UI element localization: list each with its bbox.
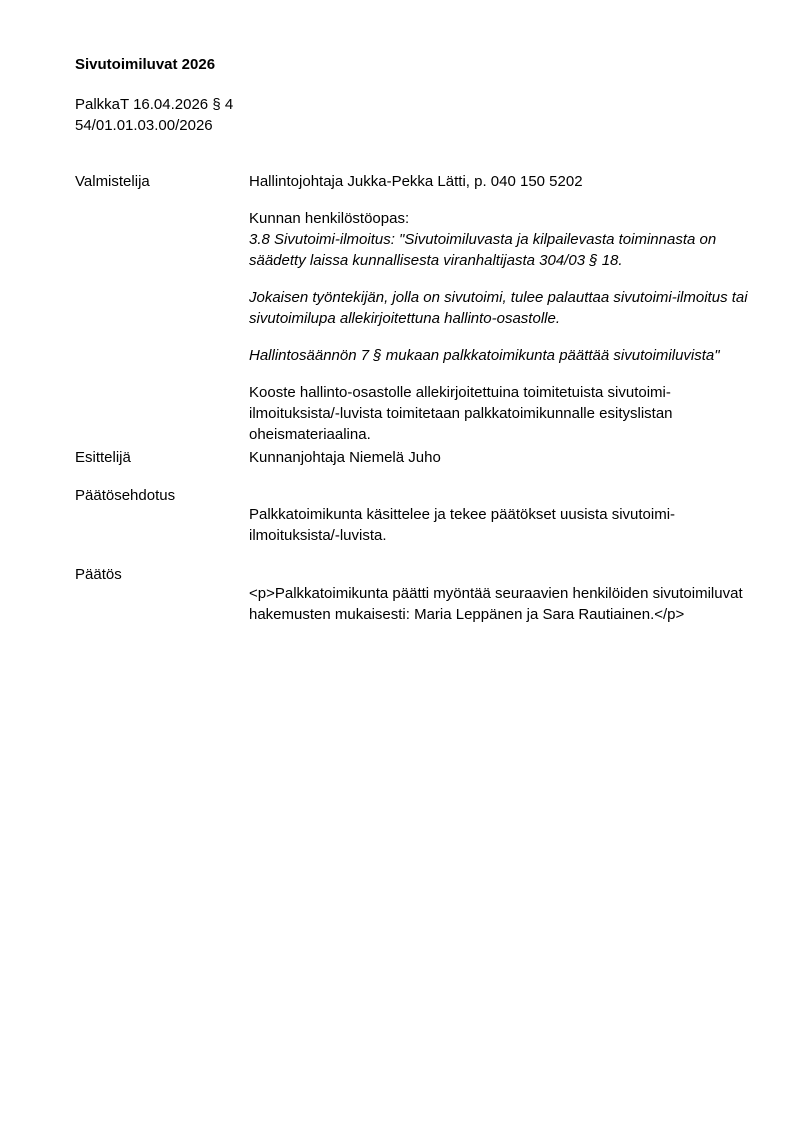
guide-quote-3: Hallintosäännön 7 § mukaan palkkatoimikunta päättää sivutoimiluvista" [249,347,720,364]
label-esittelija: Esittelijä [75,449,131,466]
case-number: 54/01.01.03.00/2026 [75,117,213,134]
attachment-summary: Kooste hallinto-osastolle allekirjoitettuina toimitetuista sivutoimi-ilmoituksista/-luvista toimitetaan palkkatoimikunnalle esityslistan oheismateriaalina. [249,384,673,443]
personnel-guide-paragraph [249,208,751,271]
label-paatos: Päätös [75,566,122,583]
decision-text: <p>Palkkatoimikunta päätti myöntää seuraavien henkilöiden sivutoimiluvat hakemusten mukaisesti: Maria Leppänen ja Sara Rautiainen.</p> [249,585,743,623]
presenter-name: Kunnanjohtaja Niemelä Juho [249,449,441,466]
label-valmistelija: Valmistelija [75,173,150,190]
preparer-name-line: Hallintojohtaja Jukka-Pekka Lätti, p. 040 150 5202 [249,173,583,190]
guide-quote-1: 3.8 Sivutoimi-ilmoitus: "Sivutoimiluvasta ja kilpailevasta toiminnasta on säädetty laissa kunnallisesta viranhaltijasta 304/03 § 18. [249,231,717,269]
page-title: Sivutoimiluvat 2026 [75,56,216,73]
meeting-reference: PalkkaT 16.04.2026 § 4 [75,96,234,113]
personnel-guide-heading: Kunnan henkilöstöopas: [249,210,410,227]
guide-quote-2: Jokaisen työntekijän, jolla on sivutoimi, tulee palauttaa sivutoimi-ilmoitus tai sivutoimilupa allekirjoitettuna hallinto-osastolle. [249,289,748,327]
decision-proposal-text: Palkkatoimikunta käsittelee ja tekee päätökset uusista sivutoimi-ilmoituksista/-luvista. [249,506,676,544]
valmistelija-content [249,171,751,445]
label-paatosehdotus: Päätösehdotus [75,487,176,504]
case-reference-block [75,94,233,136]
